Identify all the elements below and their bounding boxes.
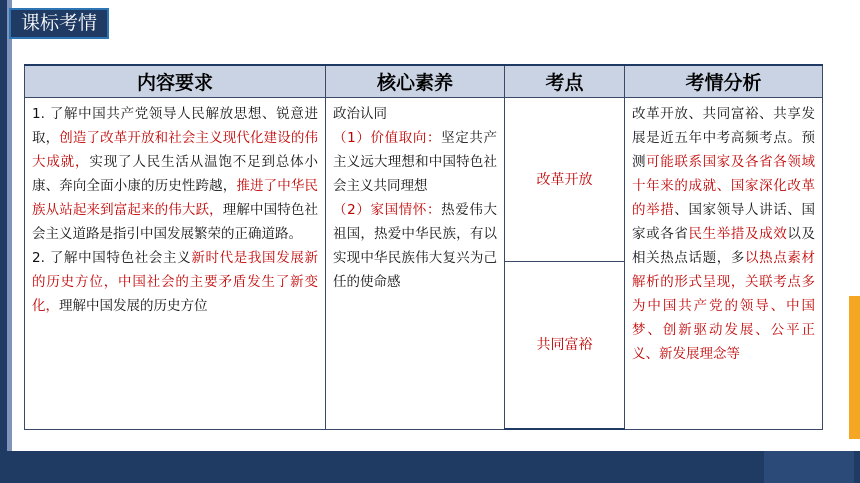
requirement-1-text-b: 实现了人民生活从温饱不足到总体小康、奔向全面小康的历史性跨越， [32,154,319,194]
requirement-1-highlight-b: 推进了中华民族从站起来到富起来的伟大跃， [32,178,318,218]
literacy-patriotism-label: （2）家国情怀： [333,202,442,218]
core-literacy-cell [326,98,505,430]
requirement-2 [32,246,318,318]
analysis-text-b: 、国家领导人讲话、国家或各省 [632,202,815,242]
header-content-requirements: 内容要求 [25,65,326,98]
table-row [25,98,823,262]
exam-analysis-cell [625,98,823,430]
header-exam-points: 考点 [505,65,625,98]
literacy-value-orientation-text: 坚定共产主义远大理想和中国特色社会主义共同理想 [333,130,498,194]
exam-point-reform-opening: 改革开放 [505,98,625,262]
left-accent-bar [0,0,7,483]
header-exam-analysis: 考情分析 [625,65,823,98]
requirement-2-text-a: 2. 了解中国特色社会主义 [32,250,192,266]
literacy-value-orientation [333,126,497,198]
curriculum-table [24,64,823,430]
page-title: 课标考情 [9,8,109,39]
table-header-row [25,65,823,98]
requirement-1-text-a: 1. 了解中国共产党领导人民解放思想、锐意进取， [32,106,318,146]
left-accent-bar-light [7,0,12,483]
exam-point-common-prosperity: 共同富裕 [505,262,625,429]
literacy-political-identity: 政治认同 [333,106,387,122]
analysis-text-a: 改革开放、共同富裕、共享发展是近五年中考高频考点。预测 [632,106,815,170]
requirement-1-highlight-a: 创造了改革开放和社会主义现代化建设的伟大成就， [32,130,318,170]
literacy-patriotism-text: 热爱伟大祖国，热爱中华民族，有以实现中华民族伟大复兴为己任的使命感 [333,202,498,290]
requirement-1-text-c: 理解中国特色社会主义道路是指引中国发展繁荣的正确道路。 [32,202,318,242]
analysis-highlight-b: 民生举措及成效 [688,226,788,242]
requirement-1 [32,102,318,246]
right-accent-bar [849,296,860,439]
analysis-highlight-a: 可能联系国家及各省各领域十年来的成就、国家深化改革的举措 [632,154,815,218]
literacy-patriotism [333,198,497,294]
requirement-2-highlight: 新时代是我国发展新的历史方位，中国社会的主要矛盾发生了新变化， [32,250,319,314]
analysis-highlight-c: 以热点素材解析的形式呈现，关联考点多为中国共产党的领导、中国梦、创新驱动发展、公平正义、新发展理念等 [632,250,815,362]
literacy-value-orientation-label: （1）价值取向： [333,130,442,146]
header-core-literacy: 核心素养 [326,65,505,98]
requirement-2-text-b: 理解中国发展的历史方位 [59,298,208,314]
bottom-bar [0,451,860,483]
analysis-text-c: 以及相关热点话题，多 [632,226,815,266]
bottom-accent [764,451,854,483]
content-requirements-cell [25,98,326,430]
